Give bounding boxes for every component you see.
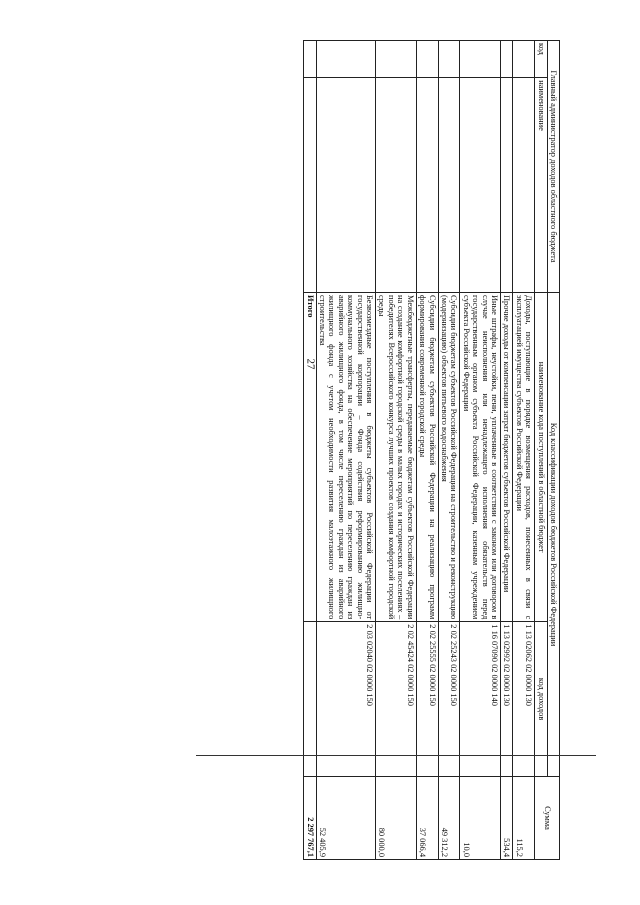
row-kbk: 2 02 45424 02 0000 150 bbox=[376, 622, 417, 777]
header-income-code: код доходов bbox=[535, 622, 547, 777]
row-sum: 10,0 bbox=[460, 776, 501, 859]
row-description: Субсидии бюджетам субъектов Российской Федерации на реализацию программ формирования современной городской среды bbox=[416, 292, 438, 621]
total-kbk-cell bbox=[304, 622, 316, 777]
header-receipt-name: наименование кода поступлений в областной бюджет bbox=[535, 292, 547, 621]
total-code-cell bbox=[304, 41, 316, 78]
row-sum: 115,2 bbox=[513, 776, 535, 859]
row-kbk: 1 13 02062 02 0000 130 bbox=[513, 622, 535, 777]
table-row bbox=[500, 41, 512, 860]
row-description: Иные штрафы, неустойки, пени, уплаченные в соответствии с законом или договором в случае неисполнения или ненадлежащего исполнения обязательств перед государственным органом субъекта Российской Федерации, казенным учреждением субъекта Российской Федерации bbox=[460, 292, 501, 621]
header-code: код bbox=[535, 41, 547, 78]
row-code bbox=[438, 41, 460, 78]
header-sum: Сумма bbox=[535, 776, 560, 859]
total-sum: 2 297 767,1 bbox=[304, 776, 316, 859]
row-description: Безвозмездные поступления в бюджеты субъектов Российской Федерации от государственной корпорации – Фонда содействия реформированию жилищно-коммунального хозяйства на обеспечение мероприятий по переселению граждан из аварийного жилищного фонда, в том числе переселению граждан из аварийного жилищного фонда с учетом необходимости развития малоэтажного жилищного строительства bbox=[316, 292, 375, 621]
row-code bbox=[460, 41, 501, 78]
table-row bbox=[438, 41, 460, 860]
total-name-cell bbox=[304, 78, 316, 293]
row-description: Межбюджетные трансферты, передаваемые бюджетам субъектов Российской Федерации на создание комфортной городской среды в малых городах и исторических поселениях – победителях Всероссийского конкурса лучших проектов создания комфортной городской среды bbox=[376, 292, 417, 621]
total-row bbox=[304, 41, 316, 860]
table-row bbox=[376, 41, 417, 860]
row-admin bbox=[438, 78, 460, 293]
row-admin bbox=[460, 78, 501, 293]
row-description: Прочие доходы от компенсации затрат бюджетов субъектов Российской Федерации bbox=[500, 292, 512, 621]
row-description: Субсидии бюджетам субъектов Российской Федерации на строительство и реконструкцию (модернизацию) объектов питьевого водоснабжения bbox=[438, 292, 460, 621]
row-kbk: 2 03 02040 02 0000 150 bbox=[316, 622, 375, 777]
table-row bbox=[460, 41, 501, 860]
row-code bbox=[416, 41, 438, 78]
rotated-table-container bbox=[80, 40, 560, 860]
row-admin bbox=[316, 78, 375, 293]
header-classification-group: Код классификации доходов бюджетов Российской Федерации bbox=[547, 292, 559, 776]
row-kbk: 1 13 02992 02 0000 130 bbox=[500, 622, 512, 777]
table-row bbox=[513, 41, 535, 860]
income-table bbox=[303, 40, 560, 860]
row-admin bbox=[376, 78, 417, 293]
header-admin-group: Главный администратор доходов областного бюджета bbox=[547, 41, 559, 293]
row-kbk: 1 16 07090 02 0000 140 bbox=[460, 622, 501, 777]
total-label: Итого bbox=[304, 292, 316, 621]
row-description: Доходы, поступающие в порядке возмещения расходов, понесенных в связи с эксплуатацией имущества субъектов Российской Федерации bbox=[513, 292, 535, 621]
row-sum: 534,4 bbox=[500, 776, 512, 859]
table-row bbox=[316, 41, 375, 860]
row-kbk: 2 02 25555 02 0000 150 bbox=[416, 622, 438, 777]
row-sum: 37 066,4 bbox=[416, 776, 438, 859]
row-code bbox=[500, 41, 512, 78]
table-row bbox=[416, 41, 438, 860]
row-sum: 52 405,9 bbox=[316, 776, 375, 859]
header-name: наименование bbox=[535, 78, 547, 293]
page-number: 27 bbox=[304, 358, 317, 370]
row-admin bbox=[416, 78, 438, 293]
row-code bbox=[376, 41, 417, 78]
horizontal-rule bbox=[196, 755, 596, 756]
row-admin bbox=[500, 78, 512, 293]
row-code bbox=[513, 41, 535, 78]
row-sum: 49 312,2 bbox=[438, 776, 460, 859]
row-code bbox=[316, 41, 375, 78]
row-sum: 80 000,0 bbox=[376, 776, 417, 859]
row-admin bbox=[513, 78, 535, 293]
row-kbk: 2 02 25243 02 0000 150 bbox=[438, 622, 460, 777]
